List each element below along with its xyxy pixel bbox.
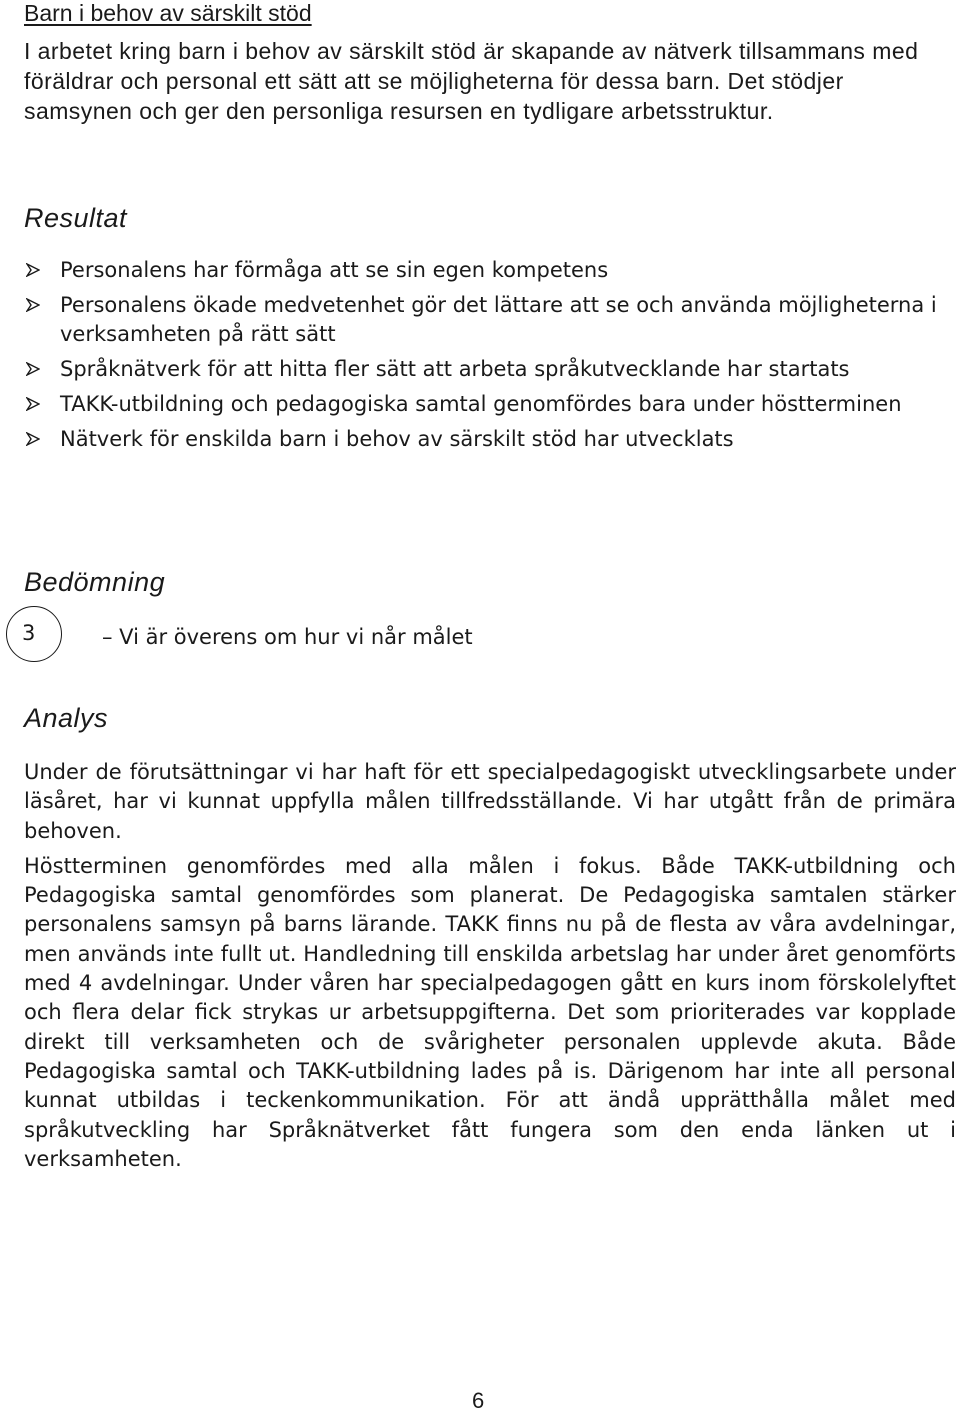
- result-item: [24, 291, 956, 349]
- section-heading: Barn i behov av särskilt stöd: [24, 0, 312, 26]
- assessment-score: 3: [22, 621, 36, 645]
- result-item: [24, 355, 956, 384]
- assessment-heading: Bedömning: [24, 567, 166, 597]
- result-item-text: TAKK-utbildning och pedagogiska samtal genomfördes bara under höstterminen: [60, 392, 902, 416]
- arrowhead-bullet-icon: [26, 432, 40, 446]
- analysis-heading: Analys: [24, 703, 109, 733]
- analysis-paragraph: Höstterminen genomfördes med alla målen i fokus. Både TAKK-utbildning och Pedagogiska samtal genomfördes som planerat. De Pedagogiska samtalen stärker personalens samsyn på barns lärande. TAKK finns nu på de flesta av våra avdelningar, men används inte fullt ut. Handledning till enskilda arbetslag har under året genomförts med 4 avdelningar. Under våren har specialpedagogen gått en kurs inom förskolelyftet och flera delar fick strykas ur arbetsuppgifterna. Det som prioriterades var kopplade direkt till verksamheten och de svårigheter personalen upplevde akuta. Både Pedagogiska samtal och TAKK-utbildning lades på is. Därigenom har inte all personal kunnat utbildas i teckenkommunikation. För att ändå upprätthålla målet med språkutveckling har Språknätverket fått fungera som den enda länken ut i verksamheten.: [24, 853, 956, 1171]
- results-list: [24, 256, 956, 460]
- arrowhead-bullet-icon: [26, 362, 40, 376]
- arrowhead-bullet-icon: [26, 298, 40, 312]
- assessment-row: [6, 606, 946, 668]
- result-item: [24, 425, 956, 454]
- result-item: [24, 256, 956, 285]
- analysis-paragraph: Under de förutsättningar vi har haft för ett specialpedagogiskt utvecklingsarbete under läsåret, har vi kunnat uppfylla målen tillfredsställande. Vi har utgått från de primära behoven.: [24, 760, 956, 843]
- result-item-text: Personalens ökade medvetenhet gör det lättare att se och använda möjligheterna i verksamheten på rätt sätt: [60, 293, 937, 346]
- analysis-body: [24, 758, 956, 1180]
- assessment-text: – Vi är överens om hur vi når målet: [102, 625, 473, 649]
- result-item: [24, 390, 956, 419]
- arrowhead-bullet-icon: [26, 397, 40, 411]
- arrowhead-bullet-icon: [26, 263, 40, 277]
- intro-paragraph: I arbetet kring barn i behov av särskilt stöd är skapande av nätverk tillsammans med föräldrar och personal ett sätt att se möjligheterna för dessa barn. Det stödjer samsynen och ger den personliga resursen en tydligare arbetsstruktur.: [24, 38, 919, 124]
- results-heading: Resultat: [24, 203, 128, 233]
- result-item-text: Språknätverk för att hitta fler sätt att arbeta språkutvecklande har startats: [60, 357, 850, 381]
- result-item-text: Personalens har förmåga att se sin egen kompetens: [60, 258, 609, 282]
- result-item-text: Nätverk för enskilda barn i behov av särskilt stöd har utvecklats: [60, 427, 734, 451]
- page-number: 6: [472, 1388, 485, 1413]
